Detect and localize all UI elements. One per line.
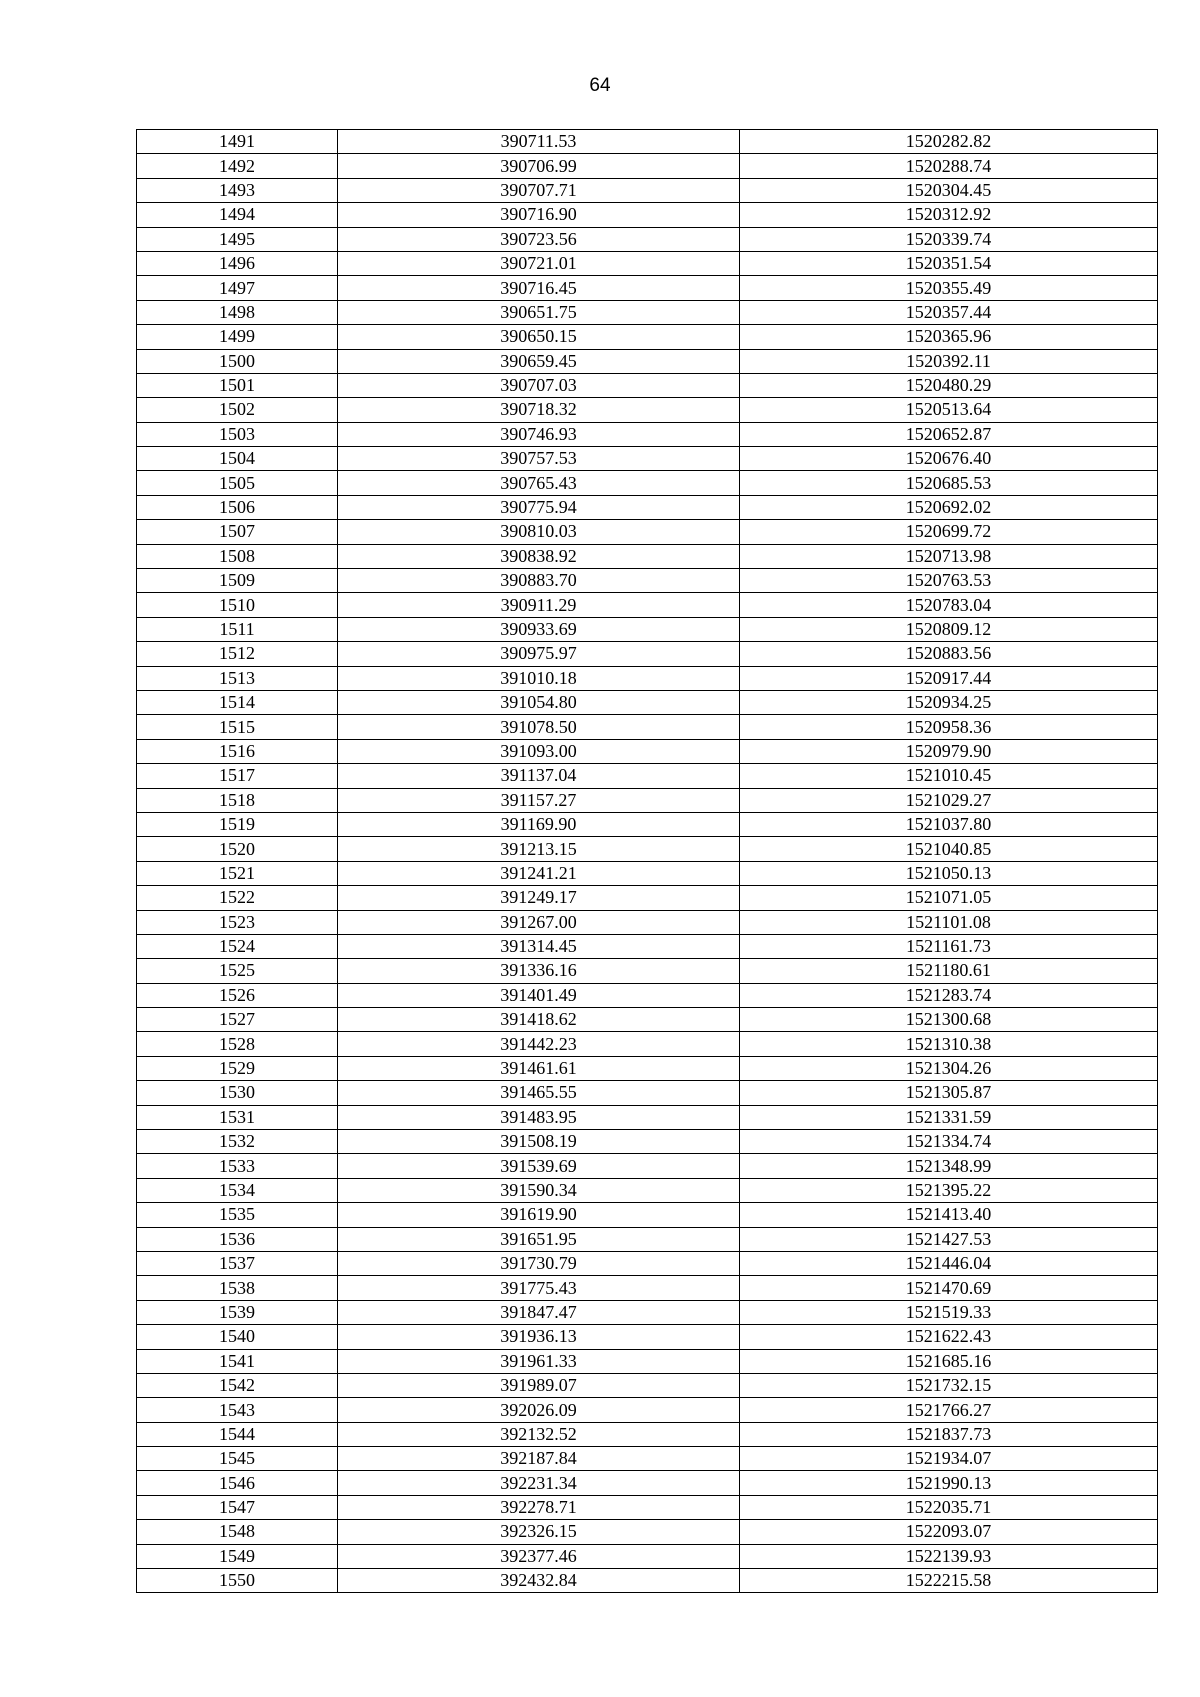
x-coordinate-cell: 390933.69 [338,617,740,641]
x-coordinate-cell: 390975.97 [338,642,740,666]
x-coordinate-cell: 391590.34 [338,1178,740,1202]
point-number-cell: 1518 [137,788,338,812]
x-coordinate-cell: 391137.04 [338,764,740,788]
point-number-cell: 1510 [137,593,338,617]
point-number-cell: 1509 [137,569,338,593]
y-coordinate-cell: 1520312.92 [740,203,1158,227]
y-coordinate-cell: 1520934.25 [740,690,1158,714]
table-row [137,1398,1158,1422]
y-coordinate-cell: 1521310.38 [740,1032,1158,1056]
point-number-cell: 1502 [137,398,338,422]
table-row [137,1227,1158,1251]
point-number-cell: 1491 [137,130,338,154]
x-coordinate-cell: 391465.55 [338,1081,740,1105]
table-row [137,1008,1158,1032]
x-coordinate-cell: 391093.00 [338,739,740,763]
point-number-cell: 1535 [137,1203,338,1227]
x-coordinate-cell: 390911.29 [338,593,740,617]
table-row [137,398,1158,422]
y-coordinate-cell: 1521427.53 [740,1227,1158,1251]
point-number-cell: 1494 [137,203,338,227]
point-number-cell: 1547 [137,1495,338,1519]
y-coordinate-cell: 1520713.98 [740,544,1158,568]
table-row [137,788,1158,812]
x-coordinate-cell: 392132.52 [338,1422,740,1446]
x-coordinate-cell: 390883.70 [338,569,740,593]
table-row [137,178,1158,202]
x-coordinate-cell: 390716.90 [338,203,740,227]
point-number-cell: 1546 [137,1471,338,1495]
y-coordinate-cell: 1520392.11 [740,349,1158,373]
x-coordinate-cell: 390651.75 [338,300,740,324]
table-row [137,276,1158,300]
point-number-cell: 1504 [137,447,338,471]
y-coordinate-cell: 1520282.82 [740,130,1158,154]
y-coordinate-cell: 1520339.74 [740,227,1158,251]
point-number-cell: 1534 [137,1178,338,1202]
point-number-cell: 1516 [137,739,338,763]
table-row [137,1447,1158,1471]
table-row [137,739,1158,763]
x-coordinate-cell: 390716.45 [338,276,740,300]
point-number-cell: 1520 [137,837,338,861]
x-coordinate-cell: 391054.80 [338,690,740,714]
x-coordinate-cell: 392187.84 [338,1447,740,1471]
table-row [137,520,1158,544]
table-row [137,812,1158,836]
x-coordinate-cell: 391010.18 [338,666,740,690]
x-coordinate-cell: 391730.79 [338,1251,740,1275]
table-row [137,471,1158,495]
y-coordinate-cell: 1521050.13 [740,861,1158,885]
point-number-cell: 1537 [137,1251,338,1275]
x-coordinate-cell: 390775.94 [338,495,740,519]
x-coordinate-cell: 391508.19 [338,1130,740,1154]
y-coordinate-cell: 1521037.80 [740,812,1158,836]
table-row [137,642,1158,666]
x-coordinate-cell: 391961.33 [338,1349,740,1373]
x-coordinate-cell: 391651.95 [338,1227,740,1251]
y-coordinate-cell: 1520652.87 [740,422,1158,446]
x-coordinate-cell: 390711.53 [338,130,740,154]
table-row [137,422,1158,446]
x-coordinate-cell: 391078.50 [338,715,740,739]
table-row [137,1569,1158,1593]
table-row [137,690,1158,714]
point-number-cell: 1524 [137,934,338,958]
x-coordinate-cell: 391267.00 [338,910,740,934]
point-number-cell: 1505 [137,471,338,495]
x-coordinate-cell: 391461.61 [338,1056,740,1080]
table-row [137,300,1158,324]
coordinates-table [136,129,1158,1593]
point-number-cell: 1550 [137,1569,338,1593]
x-coordinate-cell: 391249.17 [338,886,740,910]
table-row [137,715,1158,739]
point-number-cell: 1495 [137,227,338,251]
table-row [137,1325,1158,1349]
table-row [137,1495,1158,1519]
x-coordinate-cell: 392278.71 [338,1495,740,1519]
x-coordinate-cell: 390810.03 [338,520,740,544]
point-number-cell: 1503 [137,422,338,446]
y-coordinate-cell: 1520304.45 [740,178,1158,202]
table-row [137,495,1158,519]
table-row [137,1349,1158,1373]
y-coordinate-cell: 1521040.85 [740,837,1158,861]
point-number-cell: 1531 [137,1105,338,1129]
y-coordinate-cell: 1521622.43 [740,1325,1158,1349]
point-number-cell: 1540 [137,1325,338,1349]
point-number-cell: 1539 [137,1300,338,1324]
point-number-cell: 1508 [137,544,338,568]
x-coordinate-cell: 390650.15 [338,325,740,349]
table-row [137,544,1158,568]
x-coordinate-cell: 391213.15 [338,837,740,861]
y-coordinate-cell: 1521446.04 [740,1251,1158,1275]
point-number-cell: 1529 [137,1056,338,1080]
y-coordinate-cell: 1521071.05 [740,886,1158,910]
y-coordinate-cell: 1522035.71 [740,1495,1158,1519]
point-number-cell: 1525 [137,959,338,983]
y-coordinate-cell: 1521283.74 [740,983,1158,1007]
point-number-cell: 1549 [137,1544,338,1568]
y-coordinate-cell: 1520685.53 [740,471,1158,495]
y-coordinate-cell: 1520979.90 [740,739,1158,763]
point-number-cell: 1542 [137,1373,338,1397]
y-coordinate-cell: 1520883.56 [740,642,1158,666]
y-coordinate-cell: 1521990.13 [740,1471,1158,1495]
point-number-cell: 1493 [137,178,338,202]
x-coordinate-cell: 392326.15 [338,1520,740,1544]
point-number-cell: 1514 [137,690,338,714]
y-coordinate-cell: 1520365.96 [740,325,1158,349]
x-coordinate-cell: 390723.56 [338,227,740,251]
table-row [137,910,1158,934]
table-row [137,1130,1158,1154]
y-coordinate-cell: 1521837.73 [740,1422,1158,1446]
y-coordinate-cell: 1520917.44 [740,666,1158,690]
y-coordinate-cell: 1522139.93 [740,1544,1158,1568]
y-coordinate-cell: 1521685.16 [740,1349,1158,1373]
x-coordinate-cell: 390746.93 [338,422,740,446]
point-number-cell: 1530 [137,1081,338,1105]
y-coordinate-cell: 1520351.54 [740,251,1158,275]
point-number-cell: 1545 [137,1447,338,1471]
y-coordinate-cell: 1521470.69 [740,1276,1158,1300]
table-row [137,861,1158,885]
x-coordinate-cell: 392377.46 [338,1544,740,1568]
table-row [137,203,1158,227]
point-number-cell: 1544 [137,1422,338,1446]
point-number-cell: 1517 [137,764,338,788]
y-coordinate-cell: 1520809.12 [740,617,1158,641]
point-number-cell: 1536 [137,1227,338,1251]
x-coordinate-cell: 391336.16 [338,959,740,983]
x-coordinate-cell: 391169.90 [338,812,740,836]
point-number-cell: 1522 [137,886,338,910]
point-number-cell: 1492 [137,154,338,178]
y-coordinate-cell: 1520513.64 [740,398,1158,422]
y-coordinate-cell: 1522093.07 [740,1520,1158,1544]
table-row [137,1056,1158,1080]
x-coordinate-cell: 391483.95 [338,1105,740,1129]
point-number-cell: 1511 [137,617,338,641]
y-coordinate-cell: 1520480.29 [740,373,1158,397]
x-coordinate-cell: 391157.27 [338,788,740,812]
x-coordinate-cell: 391989.07 [338,1373,740,1397]
table-row [137,1032,1158,1056]
point-number-cell: 1501 [137,373,338,397]
table-row [137,934,1158,958]
y-coordinate-cell: 1521934.07 [740,1447,1158,1471]
y-coordinate-cell: 1520357.44 [740,300,1158,324]
table-row [137,1544,1158,1568]
table-row [137,593,1158,617]
point-number-cell: 1506 [137,495,338,519]
y-coordinate-cell: 1520355.49 [740,276,1158,300]
y-coordinate-cell: 1521304.26 [740,1056,1158,1080]
table-row [137,1105,1158,1129]
x-coordinate-cell: 392231.34 [338,1471,740,1495]
point-number-cell: 1533 [137,1154,338,1178]
y-coordinate-cell: 1521029.27 [740,788,1158,812]
x-coordinate-cell: 390838.92 [338,544,740,568]
table-row [137,1300,1158,1324]
y-coordinate-cell: 1521331.59 [740,1105,1158,1129]
point-number-cell: 1499 [137,325,338,349]
point-number-cell: 1512 [137,642,338,666]
x-coordinate-cell: 391539.69 [338,1154,740,1178]
y-coordinate-cell: 1521305.87 [740,1081,1158,1105]
table-row [137,886,1158,910]
coordinates-table-body [137,130,1158,1593]
y-coordinate-cell: 1521395.22 [740,1178,1158,1202]
point-number-cell: 1513 [137,666,338,690]
x-coordinate-cell: 391847.47 [338,1300,740,1324]
y-coordinate-cell: 1521348.99 [740,1154,1158,1178]
y-coordinate-cell: 1521101.08 [740,910,1158,934]
point-number-cell: 1507 [137,520,338,544]
y-coordinate-cell: 1522215.58 [740,1569,1158,1593]
point-number-cell: 1497 [137,276,338,300]
table-row [137,1276,1158,1300]
point-number-cell: 1521 [137,861,338,885]
y-coordinate-cell: 1521413.40 [740,1203,1158,1227]
table-row [137,1178,1158,1202]
y-coordinate-cell: 1521010.45 [740,764,1158,788]
table-row [137,1422,1158,1446]
x-coordinate-cell: 391619.90 [338,1203,740,1227]
point-number-cell: 1523 [137,910,338,934]
table-row [137,764,1158,788]
y-coordinate-cell: 1520676.40 [740,447,1158,471]
y-coordinate-cell: 1520699.72 [740,520,1158,544]
x-coordinate-cell: 391401.49 [338,983,740,1007]
table-row [137,569,1158,593]
table-row [137,1154,1158,1178]
x-coordinate-cell: 391442.23 [338,1032,740,1056]
table-row [137,130,1158,154]
x-coordinate-cell: 391241.21 [338,861,740,885]
point-number-cell: 1543 [137,1398,338,1422]
point-number-cell: 1532 [137,1130,338,1154]
y-coordinate-cell: 1520958.36 [740,715,1158,739]
x-coordinate-cell: 390707.71 [338,178,740,202]
table-row [137,1251,1158,1275]
x-coordinate-cell: 390707.03 [338,373,740,397]
point-number-cell: 1526 [137,983,338,1007]
table-row [137,1081,1158,1105]
table-row [137,617,1158,641]
table-row [137,1373,1158,1397]
y-coordinate-cell: 1521732.15 [740,1373,1158,1397]
point-number-cell: 1528 [137,1032,338,1056]
y-coordinate-cell: 1521161.73 [740,934,1158,958]
x-coordinate-cell: 390659.45 [338,349,740,373]
y-coordinate-cell: 1520288.74 [740,154,1158,178]
x-coordinate-cell: 392432.84 [338,1569,740,1593]
y-coordinate-cell: 1520692.02 [740,495,1158,519]
x-coordinate-cell: 390706.99 [338,154,740,178]
table-row [137,251,1158,275]
point-number-cell: 1541 [137,1349,338,1373]
x-coordinate-cell: 391314.45 [338,934,740,958]
x-coordinate-cell: 390757.53 [338,447,740,471]
table-row [137,1520,1158,1544]
table-row [137,447,1158,471]
table-row [137,154,1158,178]
table-row [137,959,1158,983]
x-coordinate-cell: 392026.09 [338,1398,740,1422]
x-coordinate-cell: 391418.62 [338,1008,740,1032]
point-number-cell: 1527 [137,1008,338,1032]
x-coordinate-cell: 390721.01 [338,251,740,275]
x-coordinate-cell: 390718.32 [338,398,740,422]
page-number: 64 [589,75,611,96]
point-number-cell: 1519 [137,812,338,836]
point-number-cell: 1515 [137,715,338,739]
y-coordinate-cell: 1521519.33 [740,1300,1158,1324]
x-coordinate-cell: 391775.43 [338,1276,740,1300]
y-coordinate-cell: 1521180.61 [740,959,1158,983]
y-coordinate-cell: 1520783.04 [740,593,1158,617]
table-row [137,349,1158,373]
table-row [137,1471,1158,1495]
y-coordinate-cell: 1520763.53 [740,569,1158,593]
y-coordinate-cell: 1521766.27 [740,1398,1158,1422]
point-number-cell: 1538 [137,1276,338,1300]
y-coordinate-cell: 1521334.74 [740,1130,1158,1154]
y-coordinate-cell: 1521300.68 [740,1008,1158,1032]
table-row [137,1203,1158,1227]
point-number-cell: 1500 [137,349,338,373]
x-coordinate-cell: 390765.43 [338,471,740,495]
point-number-cell: 1496 [137,251,338,275]
table-row [137,325,1158,349]
table-row [137,666,1158,690]
point-number-cell: 1498 [137,300,338,324]
x-coordinate-cell: 391936.13 [338,1325,740,1349]
table-row [137,227,1158,251]
point-number-cell: 1548 [137,1520,338,1544]
table-row [137,837,1158,861]
table-row [137,373,1158,397]
table-row [137,983,1158,1007]
